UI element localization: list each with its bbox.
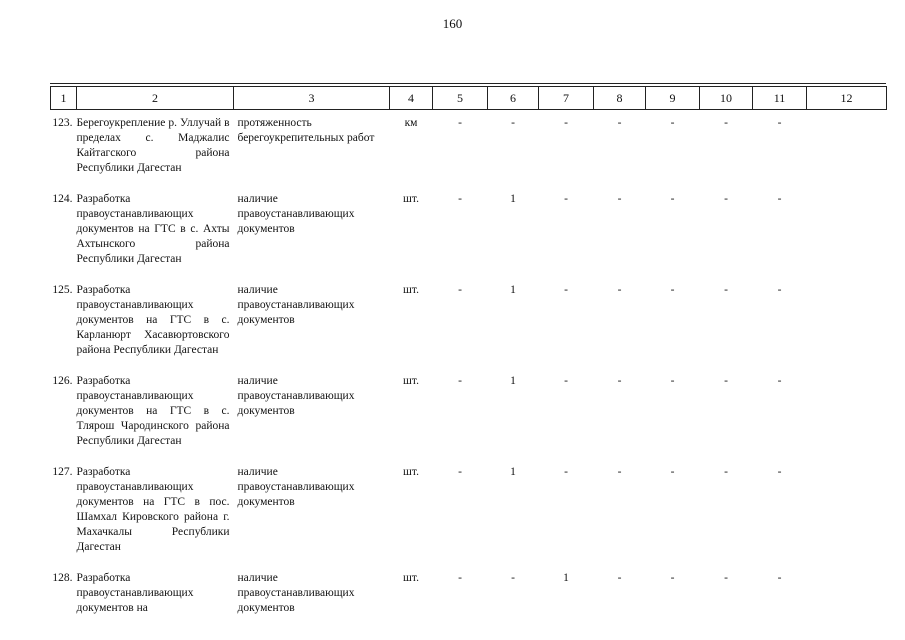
row-value-9: - bbox=[670, 117, 675, 129]
table-row bbox=[51, 368, 887, 449]
row-value-9: - bbox=[670, 466, 675, 478]
row-name: Разработка правоустанавливающих документов на ГТС в с. Ахты Ахтынского района Республики Дагестан bbox=[76, 193, 230, 265]
row-value-10: - bbox=[724, 117, 728, 129]
row-value-5: - bbox=[458, 375, 462, 387]
page-number: 160 bbox=[442, 16, 463, 31]
row-indicator: наличие правоустанавливающих документов bbox=[237, 193, 355, 235]
row-value-11: - bbox=[777, 193, 782, 205]
row-name: Разработка правоустанавливающих документов на bbox=[76, 572, 194, 614]
row-number: 123. bbox=[52, 117, 73, 129]
row-indicator: наличие правоустанавливающих документов bbox=[237, 375, 355, 417]
row-value-5: - bbox=[458, 117, 462, 129]
row-value-11: - bbox=[777, 284, 782, 296]
row-value-8: - bbox=[617, 572, 622, 584]
row-value-8: - bbox=[617, 117, 622, 129]
row-name: Берегоукрепление р. Уллучай в пределах с. Маджалис Кайтагского района Республики Дагестан bbox=[76, 117, 230, 174]
row-value-7: - bbox=[564, 193, 568, 205]
row-value-12 bbox=[807, 277, 887, 358]
row-value-12 bbox=[807, 110, 887, 177]
document-table bbox=[50, 86, 887, 616]
header-cell: 9 bbox=[646, 87, 700, 110]
row-number: 126. bbox=[52, 375, 73, 387]
row-value-6: - bbox=[511, 572, 515, 584]
row-indicator: наличие правоустанавливающих документов bbox=[237, 284, 355, 326]
top-rule bbox=[50, 83, 886, 84]
row-unit: шт. bbox=[403, 284, 419, 296]
header-cell: 10 bbox=[700, 87, 753, 110]
row-value-5: - bbox=[458, 466, 462, 478]
row-value-10: - bbox=[724, 466, 728, 478]
row-value-12 bbox=[807, 186, 887, 267]
row-value-8: - bbox=[617, 284, 622, 296]
row-value-5: - bbox=[458, 284, 462, 296]
row-value-7: - bbox=[564, 117, 568, 129]
row-value-6: 1 bbox=[510, 284, 516, 296]
header-row bbox=[51, 87, 887, 110]
header-cell: 6 bbox=[488, 87, 539, 110]
row-name: Разработка правоустанавливающих документов на ГТС в пос. Шамхал Кировского района г. Махачкалы Республики Дагестан bbox=[76, 466, 230, 553]
row-value-5: - bbox=[458, 572, 462, 584]
header-cell: 8 bbox=[594, 87, 646, 110]
table-row bbox=[51, 459, 887, 555]
row-indicator: протяженность берегоукрепительных работ bbox=[237, 117, 375, 144]
row-value-7: 1 bbox=[563, 572, 569, 584]
row-unit: шт. bbox=[403, 193, 419, 205]
row-value-7: - bbox=[564, 466, 568, 478]
row-value-10: - bbox=[724, 375, 728, 387]
row-number: 125. bbox=[52, 284, 73, 296]
row-value-6: 1 bbox=[510, 466, 516, 478]
row-value-6: 1 bbox=[510, 193, 516, 205]
header-cell: 7 bbox=[539, 87, 594, 110]
row-value-11: - bbox=[777, 117, 782, 129]
row-value-6: - bbox=[511, 117, 515, 129]
row-value-6: 1 bbox=[510, 375, 516, 387]
row-value-7: - bbox=[564, 375, 568, 387]
row-value-11: - bbox=[777, 375, 782, 387]
row-indicator: наличие правоустанавливающих документов bbox=[237, 466, 355, 508]
row-value-9: - bbox=[670, 572, 675, 584]
row-value-12 bbox=[807, 368, 887, 449]
row-number: 127. bbox=[52, 466, 73, 478]
row-value-11: - bbox=[777, 572, 782, 584]
row-number: 124. bbox=[52, 193, 73, 205]
header-cell: 5 bbox=[433, 87, 488, 110]
row-value-9: - bbox=[670, 193, 675, 205]
table-row bbox=[51, 277, 887, 358]
row-value-8: - bbox=[617, 466, 622, 478]
row-unit: км bbox=[404, 117, 418, 129]
row-value-10: - bbox=[724, 284, 728, 296]
row-number: 128. bbox=[52, 572, 73, 584]
header-cell: 12 bbox=[807, 87, 887, 110]
row-value-9: - bbox=[670, 375, 675, 387]
row-value-10: - bbox=[724, 193, 728, 205]
row-value-5: - bbox=[458, 193, 462, 205]
header-cell: 4 bbox=[390, 87, 433, 110]
row-indicator: наличие правоустанавливающих документов bbox=[237, 572, 355, 614]
row-value-8: - bbox=[617, 193, 622, 205]
row-value-12 bbox=[807, 459, 887, 555]
row-value-12 bbox=[807, 565, 887, 616]
header-cell: 2 bbox=[77, 87, 234, 110]
row-unit: шт. bbox=[403, 466, 419, 478]
row-name: Разработка правоустанавливающих документов на ГТС в с. Тлярош Чародинского района Республики Дагестан bbox=[76, 375, 230, 447]
row-unit: шт. bbox=[403, 572, 419, 584]
row-name: Разработка правоустанавливающих документов на ГТС в с. Карланюрт Хасавюртовского района Республики Дагестан bbox=[76, 284, 230, 356]
table-row bbox=[51, 565, 887, 616]
row-unit: шт. bbox=[403, 375, 419, 387]
table-row bbox=[51, 186, 887, 267]
header-cell: 11 bbox=[753, 87, 807, 110]
header-cell: 1 bbox=[51, 87, 77, 110]
row-value-7: - bbox=[564, 284, 568, 296]
header-cell: 3 bbox=[234, 87, 390, 110]
table-row bbox=[51, 110, 887, 177]
row-value-8: - bbox=[617, 375, 622, 387]
row-value-10: - bbox=[724, 572, 728, 584]
row-value-9: - bbox=[670, 284, 675, 296]
row-value-11: - bbox=[777, 466, 782, 478]
